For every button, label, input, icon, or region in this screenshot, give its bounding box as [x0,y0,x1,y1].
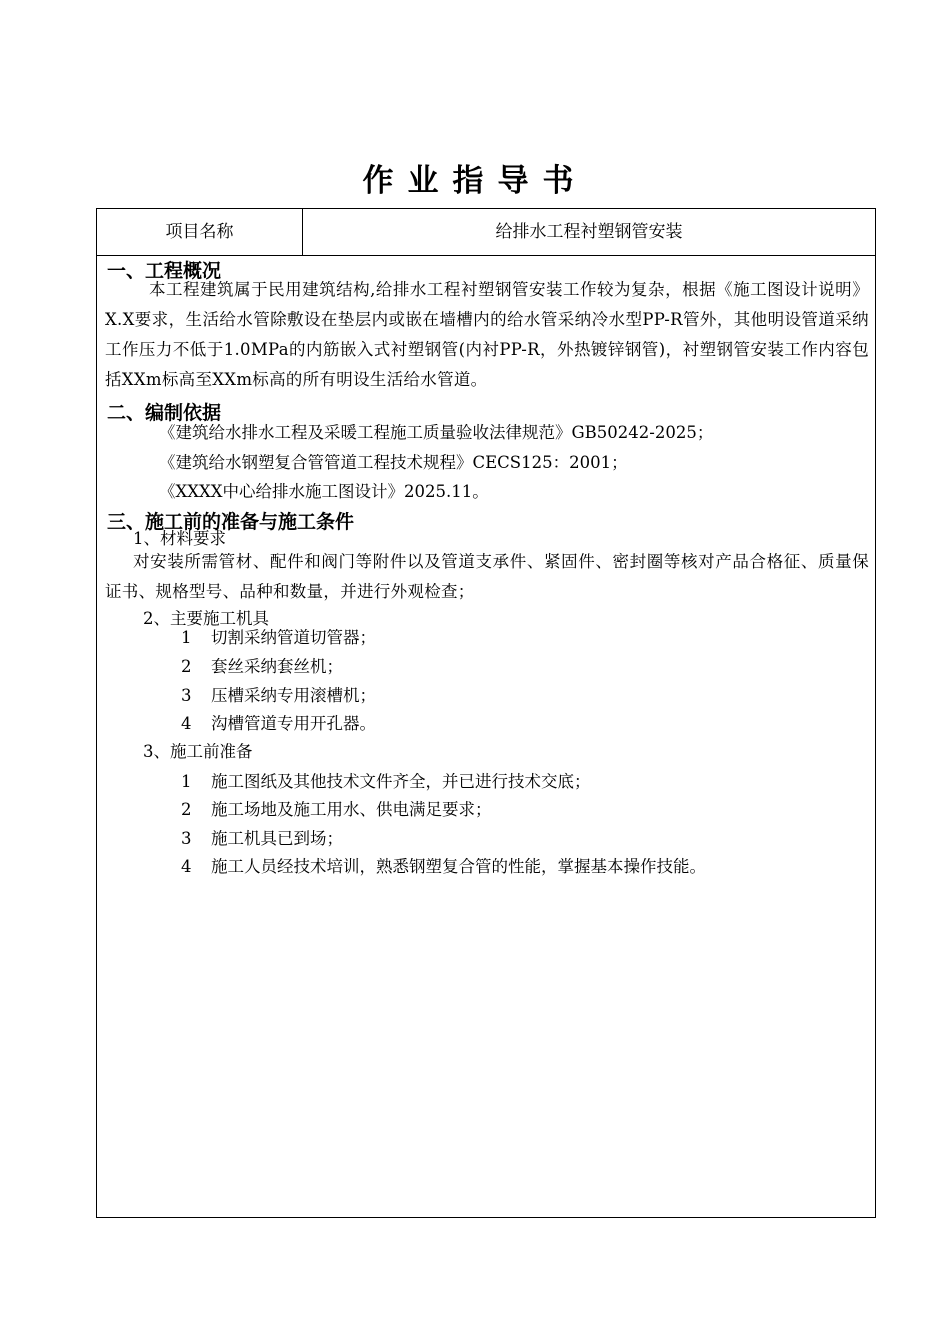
prework-item [181,827,343,851]
tool-item [181,684,376,708]
subsection-title-prework: 3、施工前准备 [143,742,253,761]
materials-paragraph: 对安装所需管材、配件和阀门等附件以及管道支承件、紧固件、密封圈等核对产品合格征、质量保证书、规格型号、品种和数量，并进行外观检查； [105,552,869,601]
basis-item: 《建筑给水排水工程及采暖工程施工质量验收法律规范》GB50242-2025； [159,423,714,442]
prework-item [181,798,492,822]
project-name: 给排水工程衬塑钢管安装 [495,222,683,242]
item-number: 3 [181,829,192,848]
document-title: 作业指导书 [362,163,588,199]
section-heading-basis: 二、编制依据 [107,402,222,424]
tool-item [181,626,376,650]
item-text: 施工图纸及其他技术文件齐全，并已进行技术交底； [211,772,591,791]
prework-item [181,855,706,879]
item-number: 4 [181,714,192,733]
item-number: 1 [181,772,192,791]
item-text: 沟槽管道专用开孔器。 [211,714,376,733]
item-number: 4 [181,857,192,876]
section-heading-overview: 一、工程概况 [107,260,222,282]
item-number: 2 [181,657,192,676]
item-text: 施工场地及施工用水、供电满足要求； [211,800,492,819]
basis-item: 《建筑给水钢塑复合管管道工程技术规程》CECS125：2001； [159,453,628,472]
section-heading-preparation: 三、施工前的准备与施工条件 [107,511,355,533]
item-text: 施工机具已到场； [211,829,343,848]
prework-item [181,770,591,794]
item-number: 1 [181,628,192,647]
item-text: 切割采纳管道切管器； [211,628,376,647]
basis-item: 《XXXX中心给排水施工图设计》2025.11。 [159,482,489,501]
subsection-title-materials: 1、材料要求 [133,529,226,548]
document-frame [96,208,876,1218]
subsection-title-tools: 2、主要施工机具 [143,609,269,628]
project-row [97,209,875,256]
item-number: 2 [181,800,192,819]
item-number: 3 [181,686,192,705]
tool-item [181,655,343,679]
tool-item [181,712,376,736]
item-text: 施工人员经技术培训，熟悉钢塑复合管的性能，掌握基本操作技能。 [211,857,706,876]
overview-paragraph: 本工程建筑属于民用建筑结构,给排水工程衬塑钢管安装工作较为复杂，根据《施工图设计说明》X.X要求，生活给水管除敷设在垫层内或嵌在墙槽内的给水管采纳冷水型PP-R管外，其他明设管道采纳工作压力不低于1.0MPa的内筋嵌入式衬塑钢管(内衬PP-R，外热镀锌钢管)，衬塑钢管安装工作内容包括XXm标高至XXm标高的所有明设生活给水管道。 [105,280,869,389]
item-text: 压槽采纳专用滚槽机； [211,686,376,705]
project-label: 项目名称 [97,209,303,255]
item-text: 套丝采纳套丝机； [211,657,343,676]
